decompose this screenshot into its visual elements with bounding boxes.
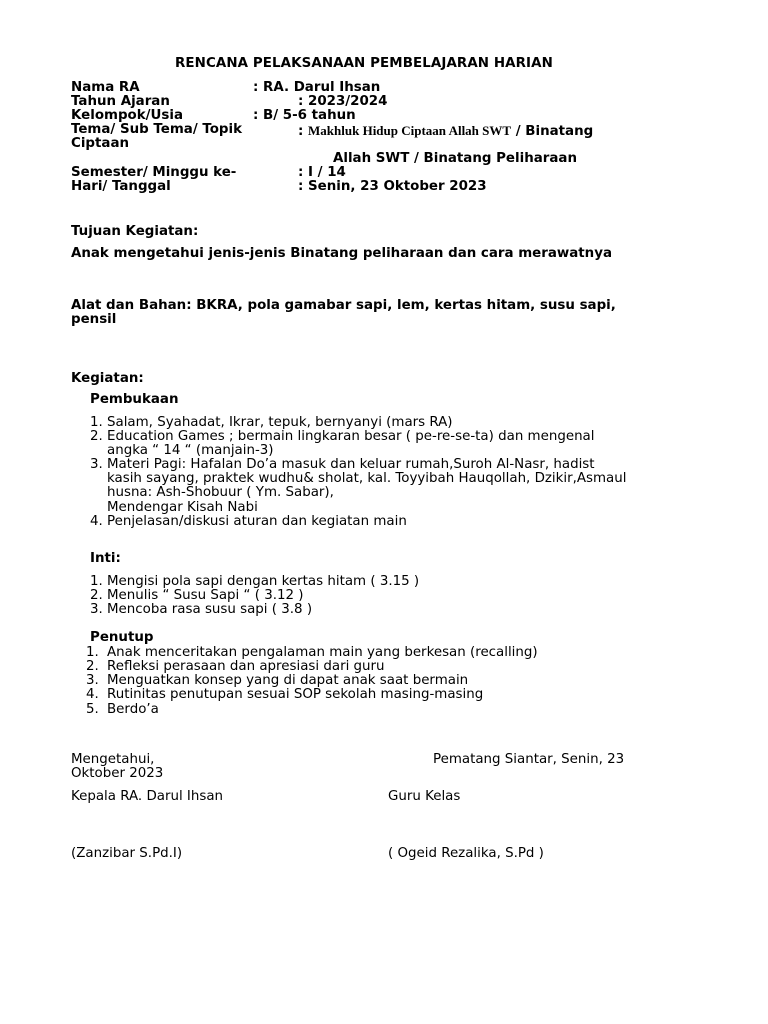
pembukaan-num-1: 1. [90, 415, 103, 430]
kelompok-label: Kelompok/Usia [71, 108, 184, 123]
hari-value: : Senin, 23 Oktober 2023 [298, 179, 487, 194]
penutup-item-5: Berdo’a [107, 702, 159, 717]
pembukaan-num-2: 2. [90, 429, 103, 444]
pembukaan-item-3-line-3: husna: Ash-Shobuur ( Ym. Sabar), [107, 485, 334, 500]
pembukaan-item-1: Salam, Syahadat, Ikrar, tepuk, bernyanyi (mars RA) [107, 415, 453, 430]
penutup-item-4: Rutinitas penutupan sesuai SOP sekolah masing-masing [107, 687, 484, 702]
guru-label: Guru Kelas [388, 789, 461, 804]
inti-num-3: 3. [90, 602, 103, 617]
pembukaan-item-2-line-1: Education Games ; bermain lingkaran besar ( pe-re-se-ta) dan mengenal [107, 429, 595, 444]
pembukaan-item-2-line-2: angka “ 14 “ (manjain-3) [107, 443, 274, 458]
penutup-item-3: Menguatkan konsep yang di dapat anak saat bermain [107, 673, 469, 688]
penutup-num-3: 3. [86, 673, 99, 688]
kegiatan-heading: Kegiatan: [71, 371, 144, 386]
semester-value: : I / 14 [298, 165, 346, 180]
inti-item-3: Mencoba rasa susu sapi ( 3.8 ) [107, 602, 313, 617]
tema-line2: Allah SWT / Binatang Peliharaan [333, 151, 577, 166]
penutup-heading: Penutup [90, 630, 154, 645]
hari-label: Hari/ Tanggal [71, 179, 171, 194]
mengetahui-label: Mengetahui, [71, 752, 155, 767]
penutup-num-1: 1. [86, 645, 99, 660]
pembukaan-item-3-line-1: Materi Pagi: Hafalan Do’a masuk dan keluar rumah,Suroh Al-Nasr, hadist [107, 457, 595, 472]
pembukaan-num-3: 3. [90, 457, 103, 472]
nama-label: Nama RA [71, 80, 140, 95]
guru-name: ( Ogeid Rezalika, S.Pd ) [388, 846, 544, 861]
penutup-item-2: Refleksi perasaan dan apresiasi dari guru [107, 659, 385, 674]
pembukaan-item-4: Penjelasan/diskusi aturan dan kegiatan main [107, 514, 407, 529]
tema-colon: : [298, 124, 304, 139]
tema-value-serif: Makhluk Hidup Ciptaan Allah SWT [308, 123, 512, 138]
tema-wrap: Ciptaan [71, 136, 130, 151]
pembukaan-item-3-line-2: kasih sayang, praktek wudhu& sholat, kal. Toyyibah Hauqollah, Dzikir,Asmaul [107, 471, 627, 486]
alat-line1: Alat dan Bahan: BKRA, pola gamabar sapi, lem, kertas hitam, susu sapi, [71, 298, 616, 313]
pembukaan-heading: Pembukaan [90, 392, 179, 407]
alat-line2: pensil [71, 312, 117, 327]
inti-num-2: 2. [90, 588, 103, 603]
nama-value: : RA. Darul Ihsan [253, 80, 381, 95]
document-title: RENCANA PELAKSANAAN PEMBELAJARAN HARIAN [175, 56, 553, 71]
tahun-label: Tahun Ajaran [71, 94, 170, 109]
tujuan-heading: Tujuan Kegiatan: [71, 224, 199, 239]
penutup-num-4: 4. [86, 687, 99, 702]
pembukaan-num-4: 4. [90, 514, 103, 529]
penutup-item-1: Anak menceritakan pengalaman main yang berkesan (recalling) [107, 645, 538, 660]
inti-heading: Inti: [90, 551, 121, 566]
inti-num-1: 1. [90, 574, 103, 589]
pembukaan-item-3-line-4: Mendengar Kisah Nabi [107, 500, 258, 515]
date-wrap: Oktober 2023 [71, 766, 164, 781]
place-date: Pematang Siantar, Senin, 23 [433, 752, 625, 767]
penutup-num-2: 2. [86, 659, 99, 674]
tema-value [298, 123, 593, 139]
tema-label: Tema/ Sub Tema/ Topik [71, 122, 243, 137]
kepala-name: (Zanzibar S.Pd.I) [71, 846, 183, 861]
kepala-label: Kepala RA. Darul Ihsan [71, 789, 224, 804]
semester-label: Semester/ Minggu ke- [71, 165, 237, 180]
tahun-value: : 2023/2024 [298, 94, 388, 109]
kelompok-value: : B/ 5-6 tahun [253, 108, 356, 123]
inti-item-2: Menulis “ Susu Sapi “ ( 3.12 ) [107, 588, 304, 603]
tujuan-text: Anak mengetahui jenis-jenis Binatang peliharaan dan cara merawatnya [71, 246, 612, 261]
inti-item-1: Mengisi pola sapi dengan kertas hitam ( 3.15 ) [107, 574, 420, 589]
penutup-num-5: 5. [86, 702, 99, 717]
tema-value-rest: / Binatang [511, 124, 594, 139]
